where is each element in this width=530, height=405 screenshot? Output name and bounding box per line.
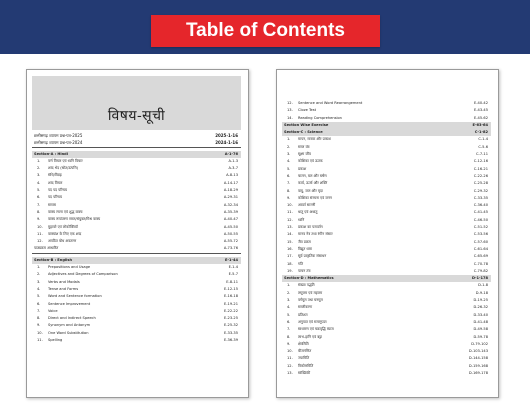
item-title: जैव प्रक्रम bbox=[298, 239, 311, 244]
item-number: 1. bbox=[287, 137, 291, 142]
item-title: शब्द भेद (स्रोत/उत्पत्ति) bbox=[48, 166, 79, 171]
item-page: A-45-50 bbox=[223, 224, 238, 229]
page-heading-block bbox=[32, 76, 241, 130]
item-title: समास bbox=[48, 202, 56, 207]
toc-row bbox=[32, 132, 241, 139]
item-number: 5. bbox=[287, 312, 291, 317]
item-number: 1. bbox=[37, 265, 41, 270]
item-page: A-14-17 bbox=[223, 180, 238, 185]
item-number: 12. bbox=[287, 217, 293, 222]
toc-row bbox=[32, 172, 241, 179]
item-page: A-18-29 bbox=[223, 188, 238, 193]
item-page: A-50-55 bbox=[223, 231, 238, 236]
item-title: लाभ-हानि एवं बट्टा bbox=[298, 334, 322, 339]
item-page: C-65-69 bbox=[473, 254, 488, 259]
item-title: सांख्यिकी bbox=[298, 370, 311, 375]
item-title: सरल यंत्र bbox=[298, 144, 310, 149]
item-title: Direct and Indirect Speech bbox=[48, 316, 96, 321]
item-page: C-1-4 bbox=[478, 137, 488, 142]
table-of-contents-banner: Table of Contents bbox=[151, 15, 380, 47]
item-page: D-9-18 bbox=[475, 290, 488, 295]
hindi-items bbox=[32, 158, 241, 246]
toc-row bbox=[282, 166, 491, 173]
item-title: सरलीकरण bbox=[298, 305, 313, 310]
toc-row bbox=[32, 165, 241, 172]
item-number: 11. bbox=[37, 338, 43, 343]
toc-row bbox=[282, 217, 491, 224]
item-number: 2. bbox=[287, 144, 291, 149]
item-title: क्षेत्रमिति bbox=[298, 341, 309, 346]
toc-page-left bbox=[26, 69, 249, 398]
item-title: Sentence Improvement bbox=[48, 301, 91, 306]
item-title: मापन, मात्रक और प्रकाश bbox=[298, 137, 331, 142]
toc-row-label: छत्तीसगढ़ व्यापम प्रश्न-पत्र-2025 bbox=[34, 133, 83, 138]
item-title: मानव नेत्र तथा रंगीन संसार bbox=[298, 232, 333, 237]
toc-row bbox=[32, 264, 241, 271]
item-title: कोशिका एवं ऊतक bbox=[298, 159, 323, 164]
toc-row bbox=[32, 330, 241, 337]
item-title: Tense and Forms bbox=[48, 286, 79, 291]
section-title: Section-A : Hindi bbox=[34, 151, 68, 156]
toc-row-label: पाठ्यक्रम आधारित bbox=[34, 246, 59, 251]
item-number: 8. bbox=[37, 316, 41, 321]
item-page: C-53-56 bbox=[473, 232, 488, 237]
item-page: E-40-42 bbox=[473, 101, 488, 105]
item-page: D-103-143 bbox=[468, 349, 488, 354]
page-heading: विषय-सूची bbox=[107, 108, 166, 124]
section-title: Section Wise Exercise bbox=[284, 122, 329, 127]
item-number: 11. bbox=[37, 231, 43, 236]
toc-row bbox=[282, 173, 491, 180]
toc-row bbox=[282, 312, 491, 319]
item-page: D-26-32 bbox=[473, 305, 488, 310]
item-title: Cloze Test bbox=[298, 108, 317, 113]
toc-row bbox=[32, 293, 241, 300]
toc-list-right bbox=[282, 100, 491, 377]
item-number: 15. bbox=[287, 239, 293, 244]
item-page: C-70-78 bbox=[473, 261, 488, 266]
section-title: Section-D : Mathematics bbox=[284, 276, 334, 281]
item-title: अनुपात एवं समानुपात bbox=[298, 319, 327, 324]
item-page: D-1-8 bbox=[478, 283, 488, 288]
item-title: Sentence and Word Rearrangement bbox=[298, 101, 363, 105]
toc-row-page: 2024-1-16 bbox=[215, 140, 238, 146]
item-number: 9. bbox=[37, 323, 41, 328]
item-page: D-169-178 bbox=[468, 370, 488, 375]
item-title: Spelling bbox=[48, 338, 63, 343]
item-page: C-46-50 bbox=[473, 217, 488, 222]
item-number: 9. bbox=[287, 195, 291, 200]
toc-row bbox=[282, 253, 491, 260]
item-title: वाक्यांश के लिए एक शब्द bbox=[48, 231, 82, 236]
item-number: 14. bbox=[287, 232, 293, 237]
toc-row bbox=[282, 304, 491, 311]
toc-list-left bbox=[32, 132, 241, 344]
item-title: शब्द विचार bbox=[48, 180, 63, 185]
item-title: वर्गमूल तथा घनमूल bbox=[298, 298, 323, 303]
toc-row bbox=[32, 315, 241, 322]
item-page: A-8-13 bbox=[226, 173, 238, 178]
item-page: E-25-32 bbox=[223, 323, 238, 328]
item-title: Prepositions and Usage bbox=[48, 265, 91, 270]
section-header-english bbox=[32, 257, 241, 264]
item-title: साधारण एवं चक्रवृद्धि ब्याज bbox=[298, 327, 334, 332]
toc-row bbox=[282, 261, 491, 268]
item-number: 5. bbox=[287, 166, 291, 171]
toc-row bbox=[282, 297, 491, 304]
item-page: D-41-48 bbox=[473, 319, 488, 324]
toc-row bbox=[282, 202, 491, 209]
item-number: 4. bbox=[37, 286, 41, 291]
item-page: D-79-102 bbox=[471, 341, 488, 346]
item-title: पद पद परिचय bbox=[48, 188, 67, 193]
toc-row bbox=[32, 301, 241, 308]
item-number: 4. bbox=[287, 159, 291, 164]
item-number: 3. bbox=[287, 152, 291, 157]
item-title: प्रकाश का परावर्तन bbox=[298, 225, 323, 230]
item-page: D-33-40 bbox=[473, 312, 488, 317]
section-title: Section-C : Science bbox=[284, 130, 323, 135]
item-title: प्रतिशत bbox=[298, 312, 308, 317]
item-number: 7. bbox=[37, 202, 41, 207]
item-title: Reading Comprehension bbox=[298, 115, 342, 120]
science-items bbox=[282, 136, 491, 275]
item-page: C-22-26 bbox=[473, 173, 488, 178]
toc-row bbox=[32, 194, 241, 201]
item-number: 8. bbox=[37, 209, 41, 214]
toc-row bbox=[282, 180, 491, 187]
item-title: धातु एवं अधातु bbox=[298, 210, 318, 215]
item-number: 12. bbox=[287, 363, 293, 368]
item-page: C-7-11 bbox=[476, 152, 488, 157]
toc-row bbox=[282, 151, 491, 158]
item-number: 13. bbox=[287, 370, 293, 375]
item-page: A-32-34 bbox=[223, 202, 238, 207]
toc-row bbox=[282, 334, 491, 341]
toc-row bbox=[282, 290, 491, 297]
item-page: C-25-28 bbox=[473, 181, 488, 186]
item-number: 4. bbox=[287, 305, 291, 310]
toc-row-page: 2025-1-16 bbox=[215, 133, 238, 138]
item-number: 5. bbox=[37, 294, 41, 299]
item-title: Synonym and Antonym bbox=[48, 323, 91, 328]
item-number: 10. bbox=[37, 224, 43, 229]
item-number: 8. bbox=[287, 334, 291, 339]
item-page: D-159-168 bbox=[468, 363, 488, 368]
toc-row bbox=[282, 188, 491, 195]
item-number: 7. bbox=[287, 181, 291, 186]
item-number: 5. bbox=[37, 188, 41, 193]
item-page: E-33-35 bbox=[223, 330, 238, 335]
item-page: C-5-6 bbox=[478, 144, 488, 149]
toc-row bbox=[32, 238, 241, 245]
item-page: E-36-39 bbox=[223, 338, 238, 343]
item-title: सूर्य प्राकृतिक संसाधन bbox=[298, 254, 327, 259]
section-header-mathematics bbox=[282, 275, 491, 282]
toc-row bbox=[32, 158, 241, 165]
item-title: सूक्ष्म जीव bbox=[298, 152, 311, 157]
item-title: ध्वनि bbox=[298, 217, 305, 222]
item-page: E-16-18 bbox=[223, 294, 238, 299]
item-number: 10. bbox=[287, 349, 293, 354]
toc-row bbox=[282, 224, 491, 231]
item-number: 1. bbox=[287, 283, 291, 288]
toc-page-right bbox=[276, 69, 499, 398]
item-page: A-1-3 bbox=[228, 158, 238, 163]
toc-row bbox=[32, 224, 241, 231]
item-number: 1. bbox=[37, 158, 41, 163]
item-page: C-79-82 bbox=[473, 268, 488, 273]
item-page: A-35-39 bbox=[223, 209, 238, 214]
item-title: Word and Sentence formation bbox=[48, 294, 102, 299]
item-page: D-19-25 bbox=[473, 298, 488, 303]
toc-row bbox=[282, 100, 491, 107]
toc-row bbox=[282, 348, 491, 355]
item-title: वाक्य रूपांतरण सरल/संयुक्त/मिश्र वाक्य bbox=[48, 217, 101, 222]
section-header-science bbox=[282, 129, 491, 136]
item-number: 12. bbox=[287, 101, 293, 105]
item-page: A-29-31 bbox=[223, 195, 238, 200]
item-number: 7. bbox=[37, 308, 41, 313]
toc-row bbox=[32, 187, 241, 194]
item-number: 3. bbox=[37, 173, 41, 178]
item-number: 9. bbox=[37, 217, 41, 222]
item-page: A-55-72 bbox=[223, 239, 238, 244]
math-items bbox=[282, 282, 491, 377]
item-page: C-57-60 bbox=[473, 239, 488, 244]
item-title: वर्ण विचार एवं ध्वनि विचार bbox=[48, 158, 83, 163]
item-page: E-1-4 bbox=[228, 265, 238, 270]
item-number: 8. bbox=[287, 188, 291, 193]
toc-row bbox=[282, 144, 491, 151]
item-page: E-5-7 bbox=[228, 272, 238, 277]
item-page: C-61-64 bbox=[473, 246, 488, 251]
toc-row bbox=[32, 231, 241, 238]
item-page: E-43-45 bbox=[473, 108, 488, 113]
toc-row bbox=[282, 231, 491, 238]
item-number: 2. bbox=[37, 166, 41, 171]
section-header-hindi bbox=[32, 151, 241, 158]
item-number: 13. bbox=[287, 108, 293, 113]
toc-row bbox=[282, 158, 491, 165]
toc-row bbox=[32, 279, 241, 286]
english-items bbox=[32, 264, 241, 344]
toc-row bbox=[32, 202, 241, 209]
toc-row bbox=[282, 195, 491, 202]
item-number: 17. bbox=[287, 254, 293, 259]
toc-row bbox=[282, 209, 491, 216]
toc-row bbox=[32, 322, 241, 329]
item-number: 6. bbox=[287, 319, 291, 324]
toc-row bbox=[32, 216, 241, 223]
item-title: कोशिका संरचना एवं जनन bbox=[298, 195, 332, 200]
item-number: 6. bbox=[287, 173, 291, 178]
item-number: 18. bbox=[287, 261, 293, 266]
item-page: C-33-35 bbox=[473, 195, 488, 200]
section-pages: E-1-44 bbox=[225, 257, 238, 262]
item-page: C-41-45 bbox=[473, 210, 488, 215]
item-title: कार्य, ऊर्जा और शक्ति bbox=[298, 181, 328, 186]
toc-row bbox=[282, 107, 491, 114]
toc-row bbox=[32, 337, 241, 344]
item-page: C-51-52 bbox=[473, 225, 488, 230]
item-number: 6. bbox=[37, 195, 41, 200]
item-title: One Word Substitution bbox=[48, 330, 89, 335]
item-title: पद परिचय bbox=[48, 195, 62, 200]
toc-row bbox=[282, 136, 491, 143]
toc-row bbox=[282, 115, 491, 122]
item-title: Verbs and Modals bbox=[48, 279, 80, 284]
item-title: प्रकाश bbox=[298, 166, 307, 171]
section-pages: D-1-178 bbox=[471, 276, 488, 281]
item-page: E-45-62 bbox=[473, 115, 488, 120]
item-title: Voice bbox=[48, 308, 58, 313]
item-number: 19. bbox=[287, 268, 293, 273]
item-page: D-59-78 bbox=[473, 334, 488, 339]
toc-row bbox=[32, 180, 241, 187]
item-page: E-8-11 bbox=[226, 279, 238, 284]
item-number: 10. bbox=[287, 203, 293, 208]
toc-row bbox=[282, 268, 491, 275]
item-page: E-12-15 bbox=[223, 286, 238, 291]
item-number: 13. bbox=[287, 225, 293, 230]
toc-row bbox=[32, 286, 241, 293]
item-title: गति bbox=[298, 261, 304, 266]
item-title: वायु, जल और मृदा bbox=[298, 188, 323, 193]
item-page: A-3-7 bbox=[228, 166, 238, 171]
english-items-continued bbox=[282, 100, 491, 122]
item-page: C-12-16 bbox=[473, 159, 488, 164]
extra-row bbox=[32, 245, 241, 253]
toc-row bbox=[32, 209, 241, 216]
item-page: C-36-40 bbox=[473, 203, 488, 208]
item-number: 10. bbox=[37, 330, 43, 335]
item-title: आवर्त सारणी bbox=[298, 203, 316, 208]
toc-row-label: छत्तीसगढ़ व्यापम प्रश्न-पत्र-2024 bbox=[34, 140, 83, 146]
item-title: लघुत्तम एवं महत्तम bbox=[298, 290, 323, 295]
item-title: संख्या पद्धति bbox=[298, 283, 315, 288]
item-page: E-23-25 bbox=[223, 316, 238, 321]
item-title: चालन, बल और घर्षण bbox=[298, 173, 327, 178]
toc-row bbox=[32, 308, 241, 315]
item-number: 14. bbox=[287, 115, 293, 120]
toc-row bbox=[282, 370, 491, 377]
toc-row-page: A-73-76 bbox=[223, 246, 238, 251]
toc-row bbox=[282, 246, 491, 253]
item-number: 6. bbox=[37, 301, 41, 306]
section-pages: E-63-64 bbox=[472, 122, 488, 127]
toc-row bbox=[282, 355, 491, 362]
item-title: Adjectives and Degrees of Comparison bbox=[48, 272, 118, 277]
item-number: 2. bbox=[37, 272, 41, 277]
item-page: A-40-47 bbox=[223, 217, 238, 222]
toc-row bbox=[282, 341, 491, 348]
item-title: वाक्य रचना एवं शुद्ध वाक्य bbox=[48, 209, 83, 214]
item-page: C-29-32 bbox=[473, 188, 488, 193]
item-page: E-22-22 bbox=[223, 308, 238, 313]
item-number: 9. bbox=[287, 341, 291, 346]
item-number: 12. bbox=[37, 239, 43, 244]
item-number: 11. bbox=[287, 356, 293, 361]
toc-row bbox=[282, 363, 491, 370]
item-page: D-49-58 bbox=[473, 327, 488, 332]
section-pages: A-1-76 bbox=[224, 151, 238, 156]
item-title: त्रिकोणमिति bbox=[298, 363, 314, 368]
item-number: 3. bbox=[37, 279, 41, 284]
toc-row bbox=[282, 326, 491, 333]
item-title: संधि/विग्रह bbox=[48, 173, 62, 178]
item-title: पाचन तंत्र bbox=[298, 268, 311, 273]
section-title: Section-B : English bbox=[34, 257, 73, 262]
item-number: 11. bbox=[287, 210, 293, 215]
item-number: 16. bbox=[287, 246, 293, 251]
toc-row bbox=[32, 139, 241, 147]
item-page: C-16-21 bbox=[473, 166, 488, 171]
section-header-exercise bbox=[282, 122, 491, 129]
toc-row bbox=[32, 271, 241, 278]
item-title: ज्यामिति bbox=[298, 356, 310, 361]
item-title: अपठित बोध अवतरण bbox=[48, 239, 77, 244]
toc-row bbox=[282, 319, 491, 326]
item-page: E-19-21 bbox=[223, 301, 238, 306]
item-number: 3. bbox=[287, 298, 291, 303]
item-title: मुहावरे एवं लोकोक्तियाँ bbox=[48, 224, 78, 229]
item-page: D-144-158 bbox=[468, 356, 488, 361]
toc-row bbox=[282, 282, 491, 289]
item-number: 7. bbox=[287, 327, 291, 332]
item-number: 4. bbox=[37, 180, 41, 185]
item-number: 2. bbox=[287, 290, 291, 295]
toc-row bbox=[282, 239, 491, 246]
section-pages: C-1-82 bbox=[474, 130, 488, 135]
item-title: बीजगणित bbox=[298, 349, 312, 354]
item-title: विद्युत धारा bbox=[298, 246, 312, 251]
